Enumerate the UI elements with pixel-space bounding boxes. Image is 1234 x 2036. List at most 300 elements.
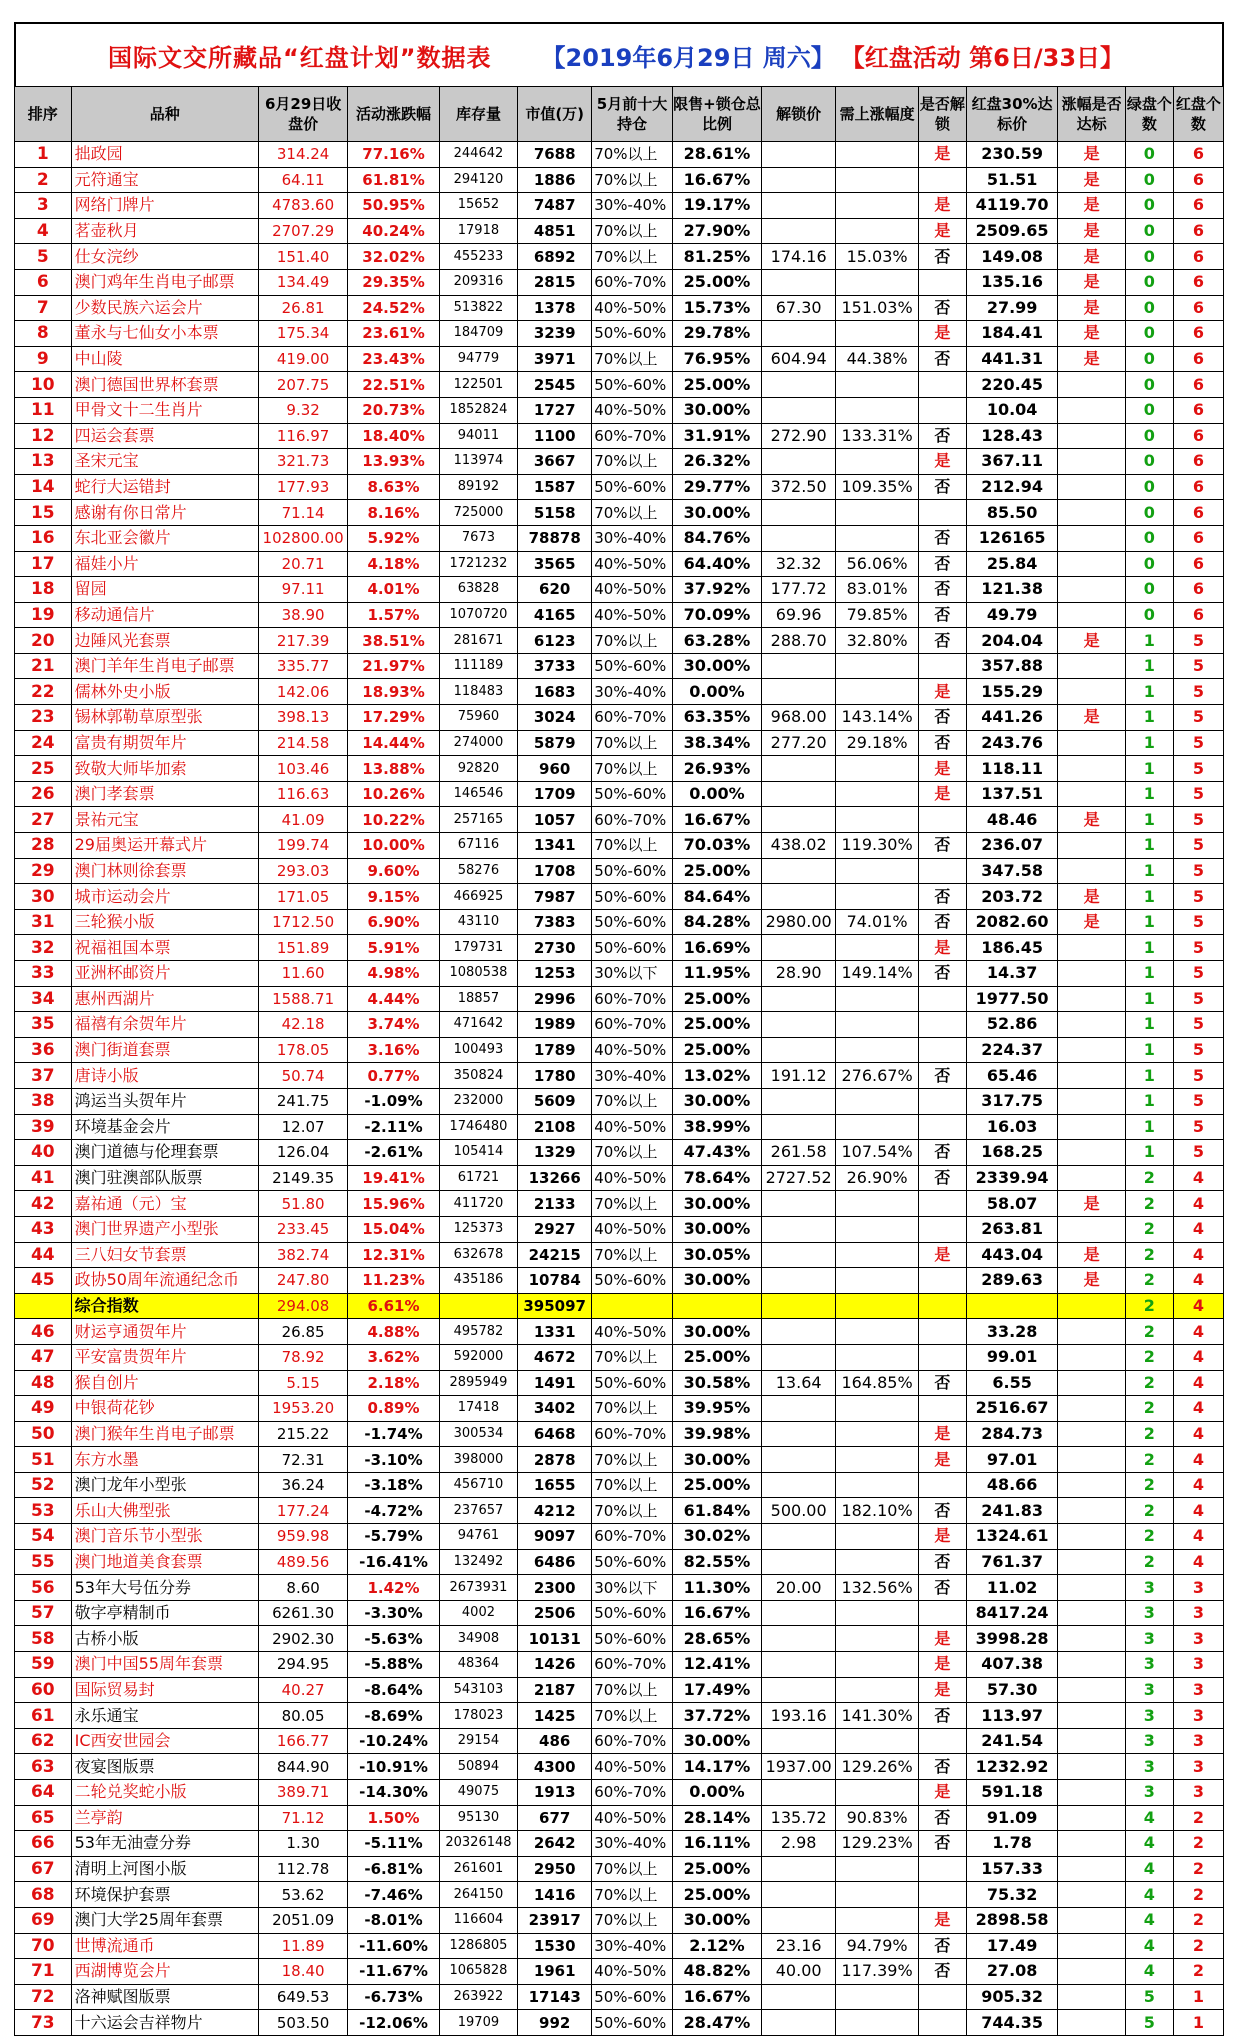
- table-row: [15, 551, 1224, 577]
- header-name: 品种: [71, 87, 258, 142]
- cell-holding: 40%-50%: [592, 1165, 673, 1191]
- cell-stock: 274000: [439, 730, 517, 756]
- cell-stock: 1065828: [439, 1959, 517, 1985]
- cell-target-hit: 是: [1058, 167, 1126, 193]
- cell-holding: 60%-70%: [592, 705, 673, 731]
- cell-need-rise: [836, 935, 919, 961]
- cell-market-cap: 9097: [518, 1524, 592, 1550]
- cell-green-count: 5: [1125, 2010, 1173, 2036]
- cell-close-price: 649.53: [258, 1984, 347, 2010]
- cell-close-price: 1712.50: [258, 909, 347, 935]
- cell-lock-ratio: 38.99%: [672, 1114, 761, 1140]
- cell-target-price: 49.79: [966, 602, 1057, 628]
- cell-stock: 34908: [439, 1626, 517, 1652]
- cell-name: 综合指数: [71, 1293, 258, 1319]
- header-market-cap: 市值(万): [518, 87, 592, 142]
- cell-unlock-price: [762, 1652, 836, 1678]
- cell-change: -4.72%: [348, 1498, 439, 1524]
- cell-target-hit: [1058, 1856, 1126, 1882]
- cell-green-count: 2: [1125, 1268, 1173, 1294]
- cell-green-count: 2: [1125, 1447, 1173, 1473]
- cell-target-price: 407.38: [966, 1652, 1057, 1678]
- cell-close-price: 214.58: [258, 730, 347, 756]
- cell-green-count: 3: [1125, 1728, 1173, 1754]
- cell-target-price: 135.16: [966, 269, 1057, 295]
- cell-stock: 466925: [439, 884, 517, 910]
- cell-change: -3.18%: [348, 1472, 439, 1498]
- table-row: [15, 1421, 1224, 1447]
- cell-need-rise: [836, 1524, 919, 1550]
- cell-rank: 27: [15, 807, 72, 833]
- cell-unlock-price: [762, 142, 836, 168]
- cell-change: -12.06%: [348, 2010, 439, 2036]
- cell-red-count: 5: [1173, 1063, 1223, 1089]
- cell-unlocked: 否: [918, 346, 966, 372]
- cell-stock: 456710: [439, 1472, 517, 1498]
- cell-green-count: 0: [1125, 193, 1173, 219]
- cell-change: 4.44%: [348, 986, 439, 1012]
- cell-green-count: 2: [1125, 1421, 1173, 1447]
- cell-need-rise: [836, 193, 919, 219]
- cell-need-rise: 141.30%: [836, 1703, 919, 1729]
- cell-need-rise: [836, 781, 919, 807]
- cell-change: -8.01%: [348, 1907, 439, 1933]
- cell-need-rise: [836, 372, 919, 398]
- cell-close-price: 126.04: [258, 1140, 347, 1166]
- cell-rank: 8: [15, 321, 72, 347]
- cell-holding: 70%以上: [592, 730, 673, 756]
- cell-change: 3.16%: [348, 1037, 439, 1063]
- table-row: [15, 1549, 1224, 1575]
- cell-target-hit: [1058, 1754, 1126, 1780]
- cell-holding: 70%以上: [592, 1472, 673, 1498]
- cell-close-price: 171.05: [258, 884, 347, 910]
- table-row: [15, 1191, 1224, 1217]
- cell-need-rise: [836, 1677, 919, 1703]
- cell-change: -6.81%: [348, 1856, 439, 1882]
- cell-need-rise: 182.10%: [836, 1498, 919, 1524]
- header-target-price: 红盘30%达标价: [966, 87, 1057, 142]
- cell-green-count: 2: [1125, 1319, 1173, 1345]
- cell-rank: 7: [15, 295, 72, 321]
- cell-close-price: 2149.35: [258, 1165, 347, 1191]
- cell-holding: 40%-50%: [592, 577, 673, 603]
- cell-change: 23.43%: [348, 346, 439, 372]
- cell-need-rise: 15.03%: [836, 244, 919, 270]
- cell-lock-ratio: 25.00%: [672, 1472, 761, 1498]
- cell-close-price: 134.49: [258, 269, 347, 295]
- table-row: [15, 1037, 1224, 1063]
- cell-stock: 178023: [439, 1703, 517, 1729]
- cell-stock: 237657: [439, 1498, 517, 1524]
- cell-name: 边陲风光套票: [71, 628, 258, 654]
- cell-unlocked: 否: [918, 961, 966, 987]
- cell-market-cap: 2927: [518, 1216, 592, 1242]
- cell-unlocked: 否: [918, 1959, 966, 1985]
- cell-name: 少数民族六运会片: [71, 295, 258, 321]
- cell-need-rise: [836, 1037, 919, 1063]
- cell-unlock-price: 372.50: [762, 474, 836, 500]
- table-row: [15, 1882, 1224, 1908]
- cell-target-price: 97.01: [966, 1447, 1057, 1473]
- cell-target-price: 289.63: [966, 1268, 1057, 1294]
- cell-need-rise: 94.79%: [836, 1933, 919, 1959]
- cell-target-price: 441.31: [966, 346, 1057, 372]
- table-row: [15, 1140, 1224, 1166]
- table-row: [15, 909, 1224, 935]
- header-need-rise: 需上涨幅度: [836, 87, 919, 142]
- cell-market-cap: 677: [518, 1805, 592, 1831]
- cell-need-rise: 276.67%: [836, 1063, 919, 1089]
- cell-target-price: 91.09: [966, 1805, 1057, 1831]
- cell-green-count: 3: [1125, 1575, 1173, 1601]
- cell-lock-ratio: 25.00%: [672, 372, 761, 398]
- cell-green-count: 1: [1125, 1114, 1173, 1140]
- cell-green-count: 0: [1125, 218, 1173, 244]
- cell-target-hit: 是: [1058, 705, 1126, 731]
- cell-unlocked: 否: [918, 1933, 966, 1959]
- cell-unlock-price: [762, 1882, 836, 1908]
- cell-change: -7.46%: [348, 1882, 439, 1908]
- cell-holding: 40%-50%: [592, 1754, 673, 1780]
- cell-close-price: 382.74: [258, 1242, 347, 1268]
- cell-market-cap: 1341: [518, 833, 592, 859]
- cell-need-rise: [836, 1984, 919, 2010]
- cell-need-rise: 29.18%: [836, 730, 919, 756]
- table-row: [15, 1216, 1224, 1242]
- cell-target-price: 85.50: [966, 500, 1057, 526]
- cell-rank: 36: [15, 1037, 72, 1063]
- cell-holding: 50%-60%: [592, 1600, 673, 1626]
- cell-name: 澳门猴年生肖电子邮票: [71, 1421, 258, 1447]
- cell-unlocked: 否: [918, 1063, 966, 1089]
- cell-rank: 15: [15, 500, 72, 526]
- cell-change: 0.77%: [348, 1063, 439, 1089]
- red-plan-table: [14, 86, 1224, 2036]
- table-row: [15, 1652, 1224, 1678]
- table-row: [15, 397, 1224, 423]
- cell-target-hit: [1058, 1114, 1126, 1140]
- cell-unlocked: [918, 1344, 966, 1370]
- cell-need-rise: [836, 1293, 919, 1319]
- cell-close-price: 177.93: [258, 474, 347, 500]
- cell-rank: 28: [15, 833, 72, 859]
- cell-change: -5.88%: [348, 1652, 439, 1678]
- table-row: [15, 961, 1224, 987]
- cell-need-rise: [836, 1472, 919, 1498]
- cell-market-cap: 2300: [518, 1575, 592, 1601]
- cell-market-cap: 2730: [518, 935, 592, 961]
- cell-target-hit: [1058, 1370, 1126, 1396]
- cell-name: 中银荷花钞: [71, 1396, 258, 1422]
- cell-target-price: 121.38: [966, 577, 1057, 603]
- cell-change: 6.61%: [348, 1293, 439, 1319]
- cell-target-hit: [1058, 602, 1126, 628]
- cell-unlocked: 否: [918, 1549, 966, 1575]
- cell-rank: 38: [15, 1088, 72, 1114]
- cell-green-count: 1: [1125, 961, 1173, 987]
- cell-target-price: 204.04: [966, 628, 1057, 654]
- cell-red-count: 2: [1173, 1805, 1223, 1831]
- cell-green-count: 2: [1125, 1472, 1173, 1498]
- cell-holding: 70%以上: [592, 1140, 673, 1166]
- table-row: [15, 1114, 1224, 1140]
- cell-target-hit: [1058, 1703, 1126, 1729]
- cell-target-price: 48.66: [966, 1472, 1057, 1498]
- cell-red-count: 5: [1173, 628, 1223, 654]
- cell-red-count: 4: [1173, 1242, 1223, 1268]
- cell-holding: 70%以上: [592, 346, 673, 372]
- cell-unlock-price: [762, 935, 836, 961]
- cell-holding: 50%-60%: [592, 1626, 673, 1652]
- cell-close-price: 41.09: [258, 807, 347, 833]
- cell-red-count: 5: [1173, 935, 1223, 961]
- cell-unlocked: 否: [918, 577, 966, 603]
- cell-green-count: 1: [1125, 1140, 1173, 1166]
- cell-close-price: 207.75: [258, 372, 347, 398]
- table-row: [15, 269, 1224, 295]
- cell-rank: 22: [15, 679, 72, 705]
- cell-close-price: 217.39: [258, 628, 347, 654]
- cell-target-price: 99.01: [966, 1344, 1057, 1370]
- cell-close-price: 5.15: [258, 1370, 347, 1396]
- cell-green-count: 2: [1125, 1549, 1173, 1575]
- cell-target-price: 2898.58: [966, 1907, 1057, 1933]
- cell-holding: 50%-60%: [592, 909, 673, 935]
- cell-rank: 73: [15, 2010, 72, 2036]
- cell-need-rise: 44.38%: [836, 346, 919, 372]
- cell-unlock-price: 500.00: [762, 1498, 836, 1524]
- cell-unlock-price: 13.64: [762, 1370, 836, 1396]
- cell-unlocked: [918, 1882, 966, 1908]
- cell-unlock-price: [762, 2010, 836, 2036]
- cell-lock-ratio: 25.00%: [672, 1856, 761, 1882]
- cell-rank: 63: [15, 1754, 72, 1780]
- cell-need-rise: [836, 653, 919, 679]
- cell-rank: 13: [15, 449, 72, 475]
- cell-holding: 60%-70%: [592, 807, 673, 833]
- cell-market-cap: 1100: [518, 423, 592, 449]
- cell-rank: 44: [15, 1242, 72, 1268]
- cell-lock-ratio: 0.00%: [672, 781, 761, 807]
- cell-unlock-price: [762, 1728, 836, 1754]
- cell-red-count: 3: [1173, 1677, 1223, 1703]
- cell-target-price: 25.84: [966, 551, 1057, 577]
- cell-target-price: 347.58: [966, 858, 1057, 884]
- cell-need-rise: [836, 142, 919, 168]
- cell-rank: 3: [15, 193, 72, 219]
- cell-holding: 60%-70%: [592, 1524, 673, 1550]
- cell-unlocked: 否: [918, 884, 966, 910]
- cell-name: 国际贸易封: [71, 1677, 258, 1703]
- cell-rank: 50: [15, 1421, 72, 1447]
- cell-lock-ratio: 30.00%: [672, 1319, 761, 1345]
- cell-lock-ratio: 37.92%: [672, 577, 761, 603]
- cell-stock: 232000: [439, 1088, 517, 1114]
- table-row: [15, 1780, 1224, 1806]
- cell-close-price: 116.97: [258, 423, 347, 449]
- cell-target-price: 243.76: [966, 730, 1057, 756]
- cell-holding: 30%以下: [592, 961, 673, 987]
- cell-unlocked: [918, 1856, 966, 1882]
- cell-stock: 294120: [439, 167, 517, 193]
- cell-rank: 4: [15, 218, 72, 244]
- cell-lock-ratio: 30.00%: [672, 1728, 761, 1754]
- cell-close-price: 1588.71: [258, 986, 347, 1012]
- cell-target-hit: [1058, 474, 1126, 500]
- cell-name: 三轮猴小版: [71, 909, 258, 935]
- cell-red-count: 6: [1173, 167, 1223, 193]
- cell-target-hit: [1058, 1959, 1126, 1985]
- cell-name: 惠州西湖片: [71, 986, 258, 1012]
- cell-need-rise: 107.54%: [836, 1140, 919, 1166]
- cell-target-hit: 是: [1058, 321, 1126, 347]
- cell-need-rise: [836, 1549, 919, 1575]
- cell-target-price: 10.04: [966, 397, 1057, 423]
- cell-market-cap: 620: [518, 577, 592, 603]
- title-bar: [14, 22, 1224, 86]
- cell-red-count: 6: [1173, 551, 1223, 577]
- table-row: [15, 1600, 1224, 1626]
- cell-change: 24.52%: [348, 295, 439, 321]
- cell-market-cap: 7688: [518, 142, 592, 168]
- cell-rank: 10: [15, 372, 72, 398]
- cell-close-price: 102800.00: [258, 525, 347, 551]
- cell-name: 锡林郭勒草原型张: [71, 705, 258, 731]
- cell-lock-ratio: 16.67%: [672, 167, 761, 193]
- cell-lock-ratio: 19.17%: [672, 193, 761, 219]
- cell-lock-ratio: 30.00%: [672, 1447, 761, 1473]
- cell-name: 中山陵: [71, 346, 258, 372]
- cell-red-count: 4: [1173, 1293, 1223, 1319]
- cell-green-count: 0: [1125, 321, 1173, 347]
- cell-unlocked: 否: [918, 1831, 966, 1857]
- cell-close-price: 151.40: [258, 244, 347, 270]
- cell-unlocked: 是: [918, 449, 966, 475]
- cell-name: 澳门孝套票: [71, 781, 258, 807]
- cell-stock: 471642: [439, 1012, 517, 1038]
- cell-target-hit: [1058, 961, 1126, 987]
- cell-close-price: 294.08: [258, 1293, 347, 1319]
- cell-unlocked: [918, 269, 966, 295]
- cell-name: 敬字亭精制币: [71, 1600, 258, 1626]
- cell-stock: 17418: [439, 1396, 517, 1422]
- cell-rank: 66: [15, 1831, 72, 1857]
- cell-unlock-price: [762, 1677, 836, 1703]
- cell-change: 4.88%: [348, 1319, 439, 1345]
- cell-unlocked: 是: [918, 679, 966, 705]
- cell-close-price: 9.32: [258, 397, 347, 423]
- cell-change: -10.24%: [348, 1728, 439, 1754]
- table-row: [15, 1370, 1224, 1396]
- table-row: [15, 167, 1224, 193]
- cell-target-hit: [1058, 730, 1126, 756]
- cell-holding: 40%-50%: [592, 295, 673, 321]
- cell-holding: 70%以上: [592, 833, 673, 859]
- cell-unlock-price: 288.70: [762, 628, 836, 654]
- cell-holding: 60%-70%: [592, 1421, 673, 1447]
- cell-target-hit: [1058, 1344, 1126, 1370]
- sheet-title: 国际文交所藏品“红盘计划”数据表: [108, 43, 492, 72]
- cell-rank: 21: [15, 653, 72, 679]
- cell-target-hit: [1058, 1319, 1126, 1345]
- data-sheet: [14, 22, 1224, 2036]
- table-row: [15, 346, 1224, 372]
- cell-market-cap: 13266: [518, 1165, 592, 1191]
- cell-target-hit: [1058, 1882, 1126, 1908]
- cell-unlocked: 否: [918, 244, 966, 270]
- cell-change: 2.18%: [348, 1370, 439, 1396]
- cell-change: -8.69%: [348, 1703, 439, 1729]
- cell-green-count: 1: [1125, 1037, 1173, 1063]
- cell-unlocked: [918, 1088, 966, 1114]
- cell-need-rise: 26.90%: [836, 1165, 919, 1191]
- cell-need-rise: 56.06%: [836, 551, 919, 577]
- cell-target-hit: [1058, 1140, 1126, 1166]
- cell-red-count: 3: [1173, 1575, 1223, 1601]
- cell-name: 圣宋元宝: [71, 449, 258, 475]
- cell-change: -11.60%: [348, 1933, 439, 1959]
- cell-change: 10.26%: [348, 781, 439, 807]
- header-red-count: 红盘个数: [1173, 87, 1223, 142]
- cell-need-rise: [836, 756, 919, 782]
- cell-name: 53年无油壹分券: [71, 1831, 258, 1857]
- cell-market-cap: 2950: [518, 1856, 592, 1882]
- cell-holding: 70%以上: [592, 1498, 673, 1524]
- cell-close-price: 389.71: [258, 1780, 347, 1806]
- cell-name: 29届奥运开幕式片: [71, 833, 258, 859]
- cell-green-count: 0: [1125, 602, 1173, 628]
- cell-target-price: 128.43: [966, 423, 1057, 449]
- cell-need-rise: [836, 2010, 919, 2036]
- cell-close-price: 18.40: [258, 1959, 347, 1985]
- cell-lock-ratio: 25.00%: [672, 269, 761, 295]
- cell-unlocked: [918, 372, 966, 398]
- cell-market-cap: 10131: [518, 1626, 592, 1652]
- cell-change: 15.04%: [348, 1216, 439, 1242]
- cell-red-count: 4: [1173, 1319, 1223, 1345]
- header-stock: 库存量: [439, 87, 517, 142]
- cell-market-cap: 2996: [518, 986, 592, 1012]
- cell-stock: 49075: [439, 1780, 517, 1806]
- cell-lock-ratio: 27.90%: [672, 218, 761, 244]
- cell-holding: 50%-60%: [592, 858, 673, 884]
- table-row: [15, 474, 1224, 500]
- cell-close-price: 50.74: [258, 1063, 347, 1089]
- cell-unlock-price: [762, 1293, 836, 1319]
- cell-close-price: 8.60: [258, 1575, 347, 1601]
- cell-name: 拙政园: [71, 142, 258, 168]
- table-row: [15, 244, 1224, 270]
- table-row: [15, 1242, 1224, 1268]
- cell-target-price: 149.08: [966, 244, 1057, 270]
- cell-target-hit: [1058, 1575, 1126, 1601]
- cell-name: 古桥小版: [71, 1626, 258, 1652]
- cell-lock-ratio: 78.64%: [672, 1165, 761, 1191]
- cell-target-hit: [1058, 397, 1126, 423]
- cell-green-count: 1: [1125, 884, 1173, 910]
- cell-need-rise: 117.39%: [836, 1959, 919, 1985]
- cell-rank: 14: [15, 474, 72, 500]
- cell-green-count: 4: [1125, 1882, 1173, 1908]
- cell-green-count: 4: [1125, 1933, 1173, 1959]
- cell-target-price: 113.97: [966, 1703, 1057, 1729]
- cell-need-rise: [836, 1421, 919, 1447]
- table-row: [15, 1805, 1224, 1831]
- cell-change: -2.61%: [348, 1140, 439, 1166]
- cell-target-price: 1324.61: [966, 1524, 1057, 1550]
- cell-unlocked: 是: [918, 193, 966, 219]
